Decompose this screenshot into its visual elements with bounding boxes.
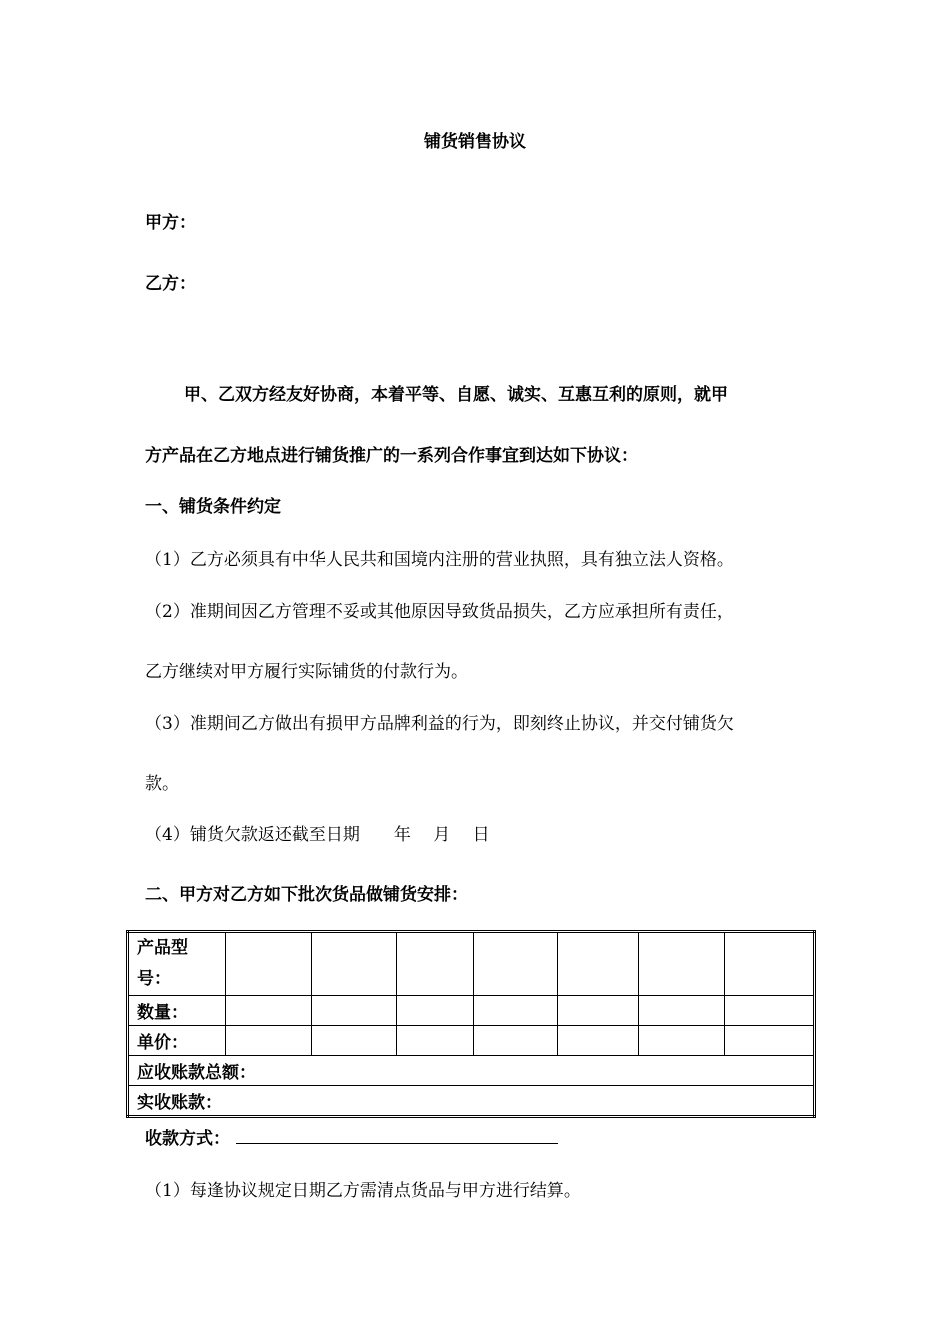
table-cell[interactable] (639, 932, 724, 996)
table-cell[interactable] (639, 996, 724, 1026)
clause-2-line-2: 乙方继续对甲方履行实际铺货的付款行为。 (145, 662, 468, 682)
table-cell[interactable] (397, 1026, 474, 1056)
table-cell[interactable] (311, 996, 396, 1026)
table-cell[interactable] (557, 1026, 638, 1056)
intro-line-2: 方产品在乙方地点进行铺货推广的一系列合作事宜到达如下协议： (145, 446, 638, 466)
settlement-clause: （1）每逢协议规定日期乙方需清点货品与甲方进行结算。 (145, 1181, 581, 1201)
clause-3-line-1: （3）准期间乙方做出有损甲方品牌利益的行为，即刻终止协议，并交付铺货欠 (145, 714, 734, 734)
table-cell[interactable] (311, 932, 396, 996)
goods-table (126, 930, 816, 1118)
intro-line-1: 甲、乙双方经友好协商，本着平等、自愿、诚实、互惠互利的原则，就甲 (184, 385, 728, 405)
table-cell[interactable] (724, 996, 814, 1026)
document-title: 铺货销售协议 (424, 132, 526, 152)
table-cell[interactable] (397, 932, 474, 996)
table-row (128, 1056, 815, 1086)
table-cell[interactable] (311, 1026, 396, 1056)
unit-price-label: 单价： (128, 1026, 226, 1056)
table-cell[interactable] (557, 996, 638, 1026)
payment-method-row (145, 1124, 558, 1149)
table-cell[interactable] (226, 1026, 311, 1056)
product-model-label: 产品型号： (128, 932, 226, 996)
party-a-label: 甲方： (145, 213, 196, 233)
clause-3-line-2: 款。 (145, 774, 179, 794)
total-receivable-label: 应收账款总额： (128, 1056, 815, 1086)
table-cell[interactable] (474, 1026, 557, 1056)
section-1-heading: 一、铺货条件约定 (145, 497, 281, 517)
payment-method-blank[interactable] (236, 1129, 558, 1144)
table-cell[interactable] (724, 1026, 814, 1056)
section-2-heading: 二、甲方对乙方如下批次货品做铺货安排： (145, 885, 468, 905)
table-row (128, 932, 815, 996)
payment-method-label: 收款方式： (145, 1129, 230, 1149)
table-cell[interactable] (397, 996, 474, 1026)
table-cell[interactable] (226, 932, 311, 996)
table-row (128, 1026, 815, 1056)
table-cell[interactable] (226, 996, 311, 1026)
actual-received-label: 实收账款： (128, 1086, 815, 1117)
table-row (128, 996, 815, 1026)
table-cell[interactable] (557, 932, 638, 996)
table-row (128, 1086, 815, 1117)
clause-4: （4）铺货欠款返还截至日期 年 月 日 (145, 825, 490, 845)
table-cell[interactable] (474, 932, 557, 996)
table-cell[interactable] (639, 1026, 724, 1056)
party-b-label: 乙方： (145, 274, 196, 294)
clause-2-line-1: （2）准期间因乙方管理不妥或其他原因导致货品损失，乙方应承担所有责任， (145, 602, 734, 622)
clause-1: （1）乙方必须具有中华人民共和国境内注册的营业执照，具有独立法人资格。 (145, 550, 734, 570)
quantity-label: 数量： (128, 996, 226, 1026)
table-cell[interactable] (724, 932, 814, 996)
table-cell[interactable] (474, 996, 557, 1026)
